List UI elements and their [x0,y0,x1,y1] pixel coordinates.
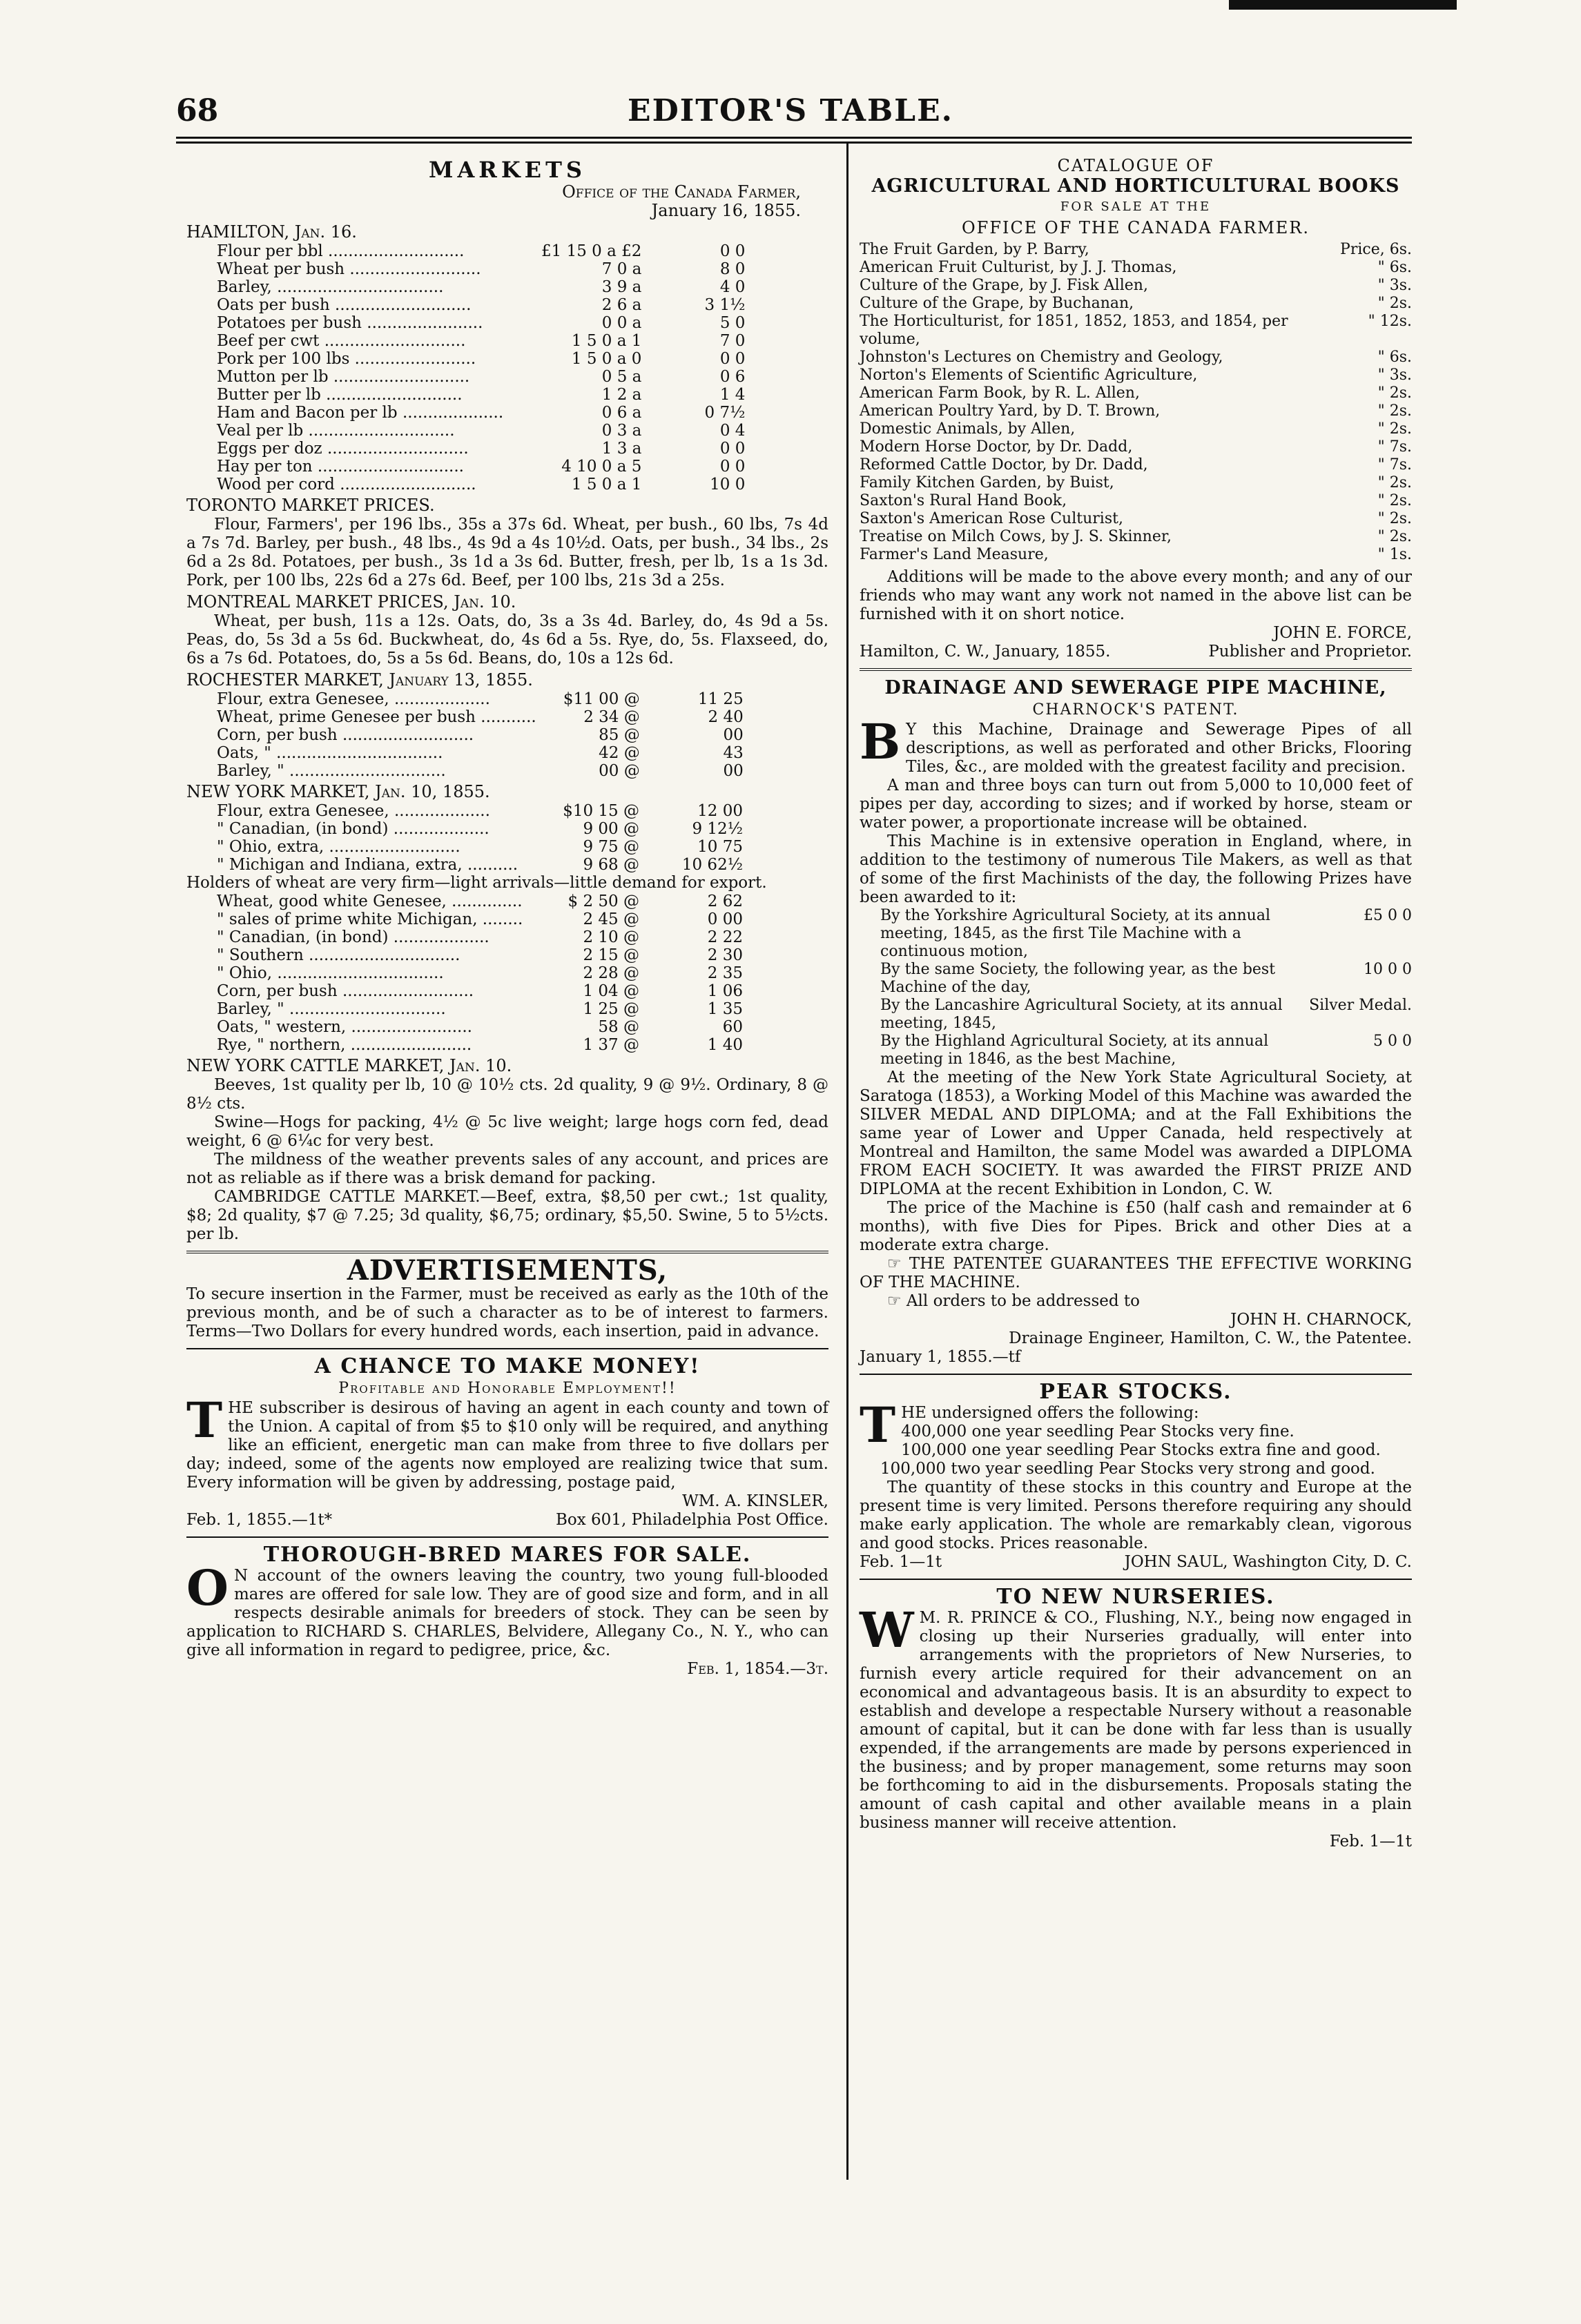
drainage-text-2: A man and three boys can turn out from 5,000 to 10,000 feet of pipes per day, according to sizes; and if worked by horse, steam or water power, a proportionate increase will be obtained. [860,777,1412,832]
price-row [214,892,746,910]
catalogue-item-title: The Fruit Garden, by P. Barry, [860,241,1089,258]
drainage-text-3: This Machine is in extensive operation in England, where, in addition to the testimony of numerous Tile Makers, as well as that of some of the first Machinists of the day, the following Prizes have been awarded to it: [860,832,1412,906]
price-low: 4 10 0 a 5 [561,458,642,476]
price-high: 1 40 [707,1036,743,1054]
catalogue-item [860,241,1412,259]
cattle-text-3: The mildness of the weather prevents sales of any account, and prices are not as reliable as if there was a brisk demand for packing. [186,1151,828,1187]
section-rule [186,1251,828,1253]
pear-intro: HE undersigned offers the following: [901,1404,1199,1422]
price-high: 8 0 [719,260,746,278]
price-high: 2 35 [707,964,743,982]
price-high: 00 [723,726,744,744]
price-low: 42 @ [599,744,640,762]
drainage-role: Drainage Engineer, Hamilton, C. W., the Patentee. [1009,1329,1412,1347]
catalogue-note: Additions will be made to the above every month; and any of our friends who may want any work not named in the above list can be furnished with it on short notice. [860,568,1412,623]
markets-office [186,183,828,220]
price-item: Flour per bbl ........................... [217,242,465,260]
price-item: Potatoes per bush ....................... [217,314,483,332]
price-low: 00 @ [599,762,640,780]
price-high: 0 0 [719,350,746,368]
price-high: 0 4 [719,422,746,440]
price-low: 2 45 @ [583,910,639,928]
price-row [214,1036,746,1054]
price-high: 10 75 [697,838,743,856]
price-row [214,278,748,296]
prize-item [880,961,1412,997]
price-item: Wheat per bush .......................... [217,260,481,278]
nurseries-text: M. R. PRINCE & CO., Flushing, N.Y., being now engaged in closing up their Nurseries gradually, will enter into arrangements with the proprietors of New Nurseries, to furnish every article required for their advancement on an economical and advantageous basis. It is an absurdity to expect to establish and develope a respectable Nursery without a reasonable amount of capital, but it can be done with far less than is usually expended, if the arrangements are made by persons experienced in the business; and by proper management, some returns may soon be forthcoming to aid in the disbursements. Proposals stating the amount of cash capital and other available means in a plain business manner will receive attention. [860,1609,1412,1832]
column-divider [846,144,848,2180]
toronto-text: Flour, Farmers', per 196 lbs., 35s a 37s 6d. Wheat, per bush., 60 lbs, 7s 4d a 7s 7d. Barley, per bush., 48 lbs., 4s 9d a 4s 10½d. Oats, per bush., 34 lbs., 2s 6d a 2s 8d. Potatoes, per bush., 3s 1d a 3s 6d. Butter, fresh, per lb, 1s a 1s 3d. Pork, per 100 lbs, 22s 6d a 27s 6d. Beef, per 100 lbs, 21s 3d a 25s. [186,516,828,589]
mares-title: THOROUGH-BRED MARES FOR SALE. [263,1543,752,1567]
mares-text: N account of the owners leaving the country, two young full-blooded mares are offered for sale low. They are of good size and form, and in all respects desirable animals for breeders of stock. They can be seen by application to RICHARD S. CHARLES, Belvidere, Allegany Co., N. Y., who can give all information in regard to pedigree, price, &c. [186,1567,828,1659]
price-high: 7 0 [719,332,746,350]
price-low: 2 10 @ [583,928,639,946]
page-number: 68 [176,93,219,128]
catalogue-item [860,295,1412,313]
hamilton-price-table [214,242,748,494]
catalogue-item-price: " 2s. [1377,420,1412,438]
pear-items [860,1423,1412,1478]
price-low: 0 3 a [601,422,642,440]
drainage-text-5: The price of the Machine is £50 (half cash and remainder at 6 months), with five Dies for Pipes. Brick and other Dies at a moderate extra charge. [860,1199,1412,1254]
price-row [214,982,746,1000]
price-low: 1 3 a [601,440,642,458]
catalogue-item-title: Saxton's Rural Hand Book, [860,492,1067,509]
price-item: Oats, " western, ........................ [217,1018,472,1036]
price-item: Oats, " ................................. [217,744,443,762]
catalogue-item [860,474,1412,492]
prize-item-title: By the Highland Agricultural Society, at its annual meeting in 1846, as the best Machine, [880,1033,1269,1068]
price-low: 85 @ [599,726,640,744]
dropcap: T [186,1392,223,1449]
pear-item: 100,000 two year seedling Pear Stocks very strong and good. [880,1460,1375,1478]
price-high: 2 22 [707,928,743,946]
price-item: Butter per lb ........................... [217,386,463,404]
price-high: 0 0 [719,242,746,260]
price-row [214,476,748,494]
price-high: 0 7½ [704,404,746,422]
price-row [214,404,748,422]
office-line-1: Office of the Canada Farmer, [562,182,801,202]
rule [860,1374,1412,1375]
price-item: Flour, extra Genesee, ................... [217,690,490,708]
advertisements-title: ADVERTISEMENTS, [347,1254,668,1287]
cattle-heading: NEW YORK CATTLE MARKET, Jan. 10. [186,1056,512,1075]
catalogue-date: Hamilton, C. W., January, 1855. [860,643,1111,661]
price-row [214,332,748,350]
price-item: Corn, per bush .......................... [217,982,474,1000]
catalogue-item-price: " 6s. [1377,349,1412,366]
price-row [214,422,748,440]
price-item: Pork per 100 lbs ........................ [217,350,476,368]
price-high: 10 62½ [681,856,743,874]
catalogue-item-price: " 12s. [1368,313,1412,330]
newyork-grain-table [214,892,746,1054]
catalogue-item [860,384,1412,402]
toronto-heading: TORONTO MARKET PRICES. [186,496,435,515]
catalogue-item-price: " 2s. [1377,492,1412,509]
catalogue-item-title: Farmer's Land Measure, [860,546,1049,563]
price-high: 2 62 [707,892,743,910]
price-item: Wheat, good white Genesee, .............. [217,892,523,910]
prize-item-title: By the Lancashire Agricultural Society, at its annual meeting, 1845, [880,997,1283,1032]
catalogue-item-price: " 6s. [1377,259,1412,276]
catalogue-item-title: Norton's Elements of Scientific Agriculture, [860,367,1198,384]
running-head: EDITOR'S TABLE. [628,93,953,128]
catalogue-item [860,420,1412,438]
price-high: 1 06 [707,982,743,1000]
price-row [214,910,746,928]
price-item: " Canadian, (in bond) ................... [217,820,489,838]
drainage-text-1: Y this Machine, Drainage and Sewerage Pipes of all descriptions, as well as perforated and other Bricks, Flooring Tiles, &c., are molded with the greatest facility and precision. [906,721,1412,776]
header-rule [176,137,1412,139]
catalogue-item-price: " 1s. [1377,546,1412,563]
catalogue-footer [860,643,1412,661]
price-high: 4 0 [719,278,746,296]
price-high: 0 6 [719,368,746,386]
price-item: Ham and Bacon per lb .................... [217,404,504,422]
price-item: Oats per bush ........................... [217,296,472,314]
price-row [214,726,746,744]
price-low: 2 15 @ [583,946,639,964]
price-item: Beef per cwt ............................ [217,332,466,350]
chance-footer [186,1511,828,1530]
price-high: 5 0 [719,314,746,332]
catalogue-item-price: Price, 6s. [1340,241,1412,258]
price-low: 2 28 @ [583,964,639,982]
price-item: Barley, ................................. [217,278,444,296]
cattle-text-1: Beeves, 1st quality per lb, 10 @ 10½ cts. 2d quality, 9 @ 9½. Ordinary, 8 @ 8½ cts. [186,1076,828,1113]
price-low: $11 00 @ [563,690,640,708]
catalogue-item [860,277,1412,295]
header-rule-2 [176,141,1412,144]
price-row [214,1018,746,1036]
prize-item-price: 10 0 0 [1364,961,1412,978]
price-row [214,296,748,314]
price-high: 2 30 [707,946,743,964]
price-low: 3 9 a [601,278,642,296]
price-item: Barley, " ............................... [217,762,446,780]
rochester-price-table [214,690,746,780]
mares-text-block [186,1559,828,1660]
price-row [214,838,746,856]
catalogue-item-title: Culture of the Grape, by J. Fisk Allen, [860,277,1148,294]
section-rule [860,668,1412,671]
catalogue-item-price: " 2s. [1377,295,1412,312]
price-item: " Canadian, (in bond) ................... [217,928,489,946]
pear-item: 400,000 one year seedling Pear Stocks very fine. [901,1423,1294,1441]
drainage-orders: ☞ All orders to be addressed to [887,1292,1141,1310]
pear-name: JOHN SAUL, Washington City, D. C. [1124,1553,1412,1571]
prize-item-price: Silver Medal. [1309,997,1412,1014]
catalogue-item-title: Treatise on Milch Cows, by J. S. Skinner, [860,528,1172,545]
price-row [214,1000,746,1018]
price-low: 2 34 @ [583,708,640,726]
drainage-name: JOHN H. CHARNOCK, [1230,1311,1412,1329]
price-high: 1 35 [707,1000,743,1018]
pear-date: Feb. 1—1t [860,1553,942,1571]
rochester-heading: ROCHESTER MARKET, January 13, 1855. [186,670,533,690]
price-item: Corn, per bush .......................... [217,726,474,744]
catalogue-item-price: " 2s. [1377,474,1412,491]
price-low: 0 6 a [601,404,642,422]
catalogue-item-price: " 3s. [1377,277,1412,294]
price-low: 1 5 0 a 1 [571,332,642,350]
prize-item [880,1033,1412,1068]
pear-footer [860,1553,1412,1572]
price-row [214,964,746,982]
price-row [214,690,746,708]
pear-item: 100,000 one year seedling Pear Stocks extra fine and good. [901,1441,1381,1459]
catalogue-item-title: American Fruit Culturist, by J. J. Thomas, [860,259,1177,276]
cattle-text-2: Swine—Hogs for packing, 4½ @ 5c live weight; large hogs corn fed, dead weight, 6 @ 6¼c for very best. [186,1113,828,1150]
catalogue-item-price: " 7s. [1377,456,1412,473]
price-row [214,928,746,946]
rule [186,1536,828,1538]
price-low: 9 00 @ [583,820,639,838]
price-item: Rye, " northern, ........................ [217,1036,472,1054]
price-low: 1 37 @ [583,1036,639,1054]
prizes-table [880,907,1412,1068]
price-row [214,762,746,780]
drainage-date: January 1, 1855.—tf [860,1348,1021,1366]
price-item: Hay per ton ............................. [217,458,464,476]
price-low: 1 25 @ [583,1000,639,1018]
catalogue-item-title: Saxton's American Rose Culturist, [860,510,1123,527]
price-item: Flour, extra Genesee, ................... [217,802,490,820]
catalogue-item-title: Family Kitchen Garden, by Buist, [860,474,1114,491]
price-low: 9 75 @ [583,838,639,856]
price-row [214,386,748,404]
price-low: 0 0 a [601,314,642,332]
catalogue-item [860,349,1412,367]
price-item: Veal per lb ............................. [217,422,455,440]
hamilton-heading: HAMILTON, Jan. 16. [186,222,357,242]
drainage-subtitle: CHARNOCK'S PATENT. [1032,701,1239,719]
price-low: 9 68 @ [583,856,639,874]
price-item: Wheat, prime Genesee per bush ........... [217,708,536,726]
nurseries-title: TO NEW NURSERIES. [996,1585,1275,1609]
chance-text: HE subscriber is desirous of having an agent in each county and town of the Union. A capital of from $5 to $10 only will be required, and anything like an efficient, energetic man can make from three to five dollars per day; indeed, some of the agents now employed are realizing twice that sum. Every information will be given by addressing, postage paid, [186,1399,828,1492]
price-high: 12 00 [697,802,743,820]
price-row [214,440,748,458]
mares-date: Feb. 1, 1854.—3t. [687,1660,828,1678]
price-row [214,708,746,726]
price-high: 3 1½ [704,296,746,314]
catalogue-line-4: OFFICE OF THE CANADA FARMER. [961,218,1310,237]
prize-item [880,907,1412,961]
pear-title: PEAR STOCKS. [1039,1380,1232,1404]
catalogue-item [860,456,1412,474]
catalogue-title: AGRICULTURAL AND HORTICULTURAL BOOKS [871,175,1400,197]
price-item: Mutton per lb ........................... [217,368,470,386]
catalogue-role: Publisher and Proprietor. [1208,643,1412,661]
cambridge-text: CAMBRIDGE CATTLE MARKET.—Beef, extra, $8,50 per cwt.; 1st quality, $8; 2d quality, $7 @ 7.25; 3d quality, $6,75; ordinary, $5,50. Swine, 5 to 5½cts. per lb. [186,1188,828,1243]
prize-item-title: By the same Society, the following year, as the best Machine of the day, [880,961,1276,996]
price-low: 1 04 @ [583,982,639,1000]
price-item: Barley, " ............................... [217,1000,446,1018]
prize-item-title: By the Yorkshire Agricultural Society, at its annual meeting, 1845, as the first Tile Machine with a continuous motion, [880,907,1270,960]
price-high: 0 0 [719,440,746,458]
price-item: Eggs per doz ............................ [217,440,469,458]
nurseries-date: Feb. 1—1t [1329,1833,1412,1851]
catalogue-item-price: " 7s. [1377,438,1412,456]
chance-address: Box 601, Philadelphia Post Office. [556,1511,828,1529]
price-high: 10 0 [710,476,746,494]
left-column [186,155,828,1679]
price-high: 60 [722,1018,743,1036]
dropcap: O [186,1559,229,1617]
price-high: 0 0 [719,458,746,476]
price-low: £1 15 0 a £2 [541,242,642,260]
chance-title: A CHANCE TO MAKE MONEY! [314,1354,701,1378]
price-low: 1 2 a [601,386,642,404]
chance-name: WM. A. KINSLER, [682,1492,828,1510]
dropcap: B [860,713,901,770]
catalogue-table [860,241,1412,564]
catalogue-item [860,492,1412,510]
catalogue-item [860,402,1412,420]
drainage-text-block [860,713,1412,777]
page-header [0,0,1581,138]
price-item: " Southern .............................. [217,946,460,964]
price-high: 1 4 [719,386,746,404]
price-low: 58 @ [598,1018,639,1036]
price-row [214,242,748,260]
price-row [214,946,746,964]
catalogue-item-title: Reformed Cattle Doctor, by Dr. Dadd, [860,456,1148,473]
catalogue-item-price: " 2s. [1377,402,1412,420]
dropcap: T [860,1396,896,1454]
price-high: 00 [723,762,744,780]
catalogue-line-3: FOR SALE AT THE [1060,199,1212,214]
price-row [214,260,748,278]
drainage-text-4: At the meeting of the New York State Agricultural Society, at Saratoga (1853), a Working Model of this Machine was awarded the SILVER MEDAL AND DIPLOMA; and at the Fall Exhibitions the same year of Lower and Upper Canada, held respectively at Montreal and Hamilton, the same Model was awarded a DIPLOMA FROM EACH SOCIETY. It was awarded the FIRST PRIZE AND DIPLOMA at the recent Exhibition in London, C. W. [860,1068,1412,1198]
catalogue-item [860,510,1412,528]
dropcap: W [860,1601,914,1659]
prize-item-price: 5 0 0 [1373,1033,1412,1050]
price-low: 1 5 0 a 1 [571,476,642,494]
prize-item [880,997,1412,1033]
catalogue-line-1: CATALOGUE OF [1057,156,1214,175]
nurseries-text-block [860,1601,1412,1833]
advertisements-text: To secure insertion in the Farmer, must be received as early as the 10th of the previous month, and be of such a character as to be of interest to farmers. Terms—Two Dollars for every hundred words, each insertion, paid in advance. [186,1285,828,1340]
chance-date: Feb. 1, 1855.—1t* [186,1511,333,1529]
chance-subtitle: Profitable and Honorable Employment!! [338,1380,677,1397]
catalogue-item-price: " 2s. [1377,510,1412,527]
right-column [860,155,1412,1851]
newyork-heading: NEW YORK MARKET, Jan. 10, 1855. [186,782,490,801]
newyork-note: Holders of wheat are very firm—light arrivals—little demand for export. [186,874,767,892]
price-high: 11 25 [697,690,744,708]
price-low: $10 15 @ [563,802,639,820]
newyork-price-table [214,802,746,874]
price-item: " Ohio, extra, .......................... [217,838,460,856]
catalogue-item [860,528,1412,546]
price-high: 9 12½ [692,820,743,838]
catalogue-item-title: American Poultry Yard, by D. T. Brown, [860,402,1161,420]
price-row [214,820,746,838]
drainage-title: DRAINAGE AND SEWERAGE PIPE MACHINE, [884,677,1387,699]
catalogue-item-title: The Horticulturist, for 1851, 1852, 1853, and 1854, per volume, [860,313,1288,348]
price-row [214,458,748,476]
catalogue-item [860,313,1412,349]
price-item: " Michigan and Indiana, extra, .......... [217,856,518,874]
catalogue-item-title: Johnston's Lectures on Chemistry and Geology, [860,349,1223,366]
catalogue-item [860,259,1412,277]
catalogue-item-title: American Farm Book, by R. L. Allen, [860,384,1140,402]
catalogue-item-title: Modern Horse Doctor, by Dr. Dadd, [860,438,1133,456]
catalogue-item-price: " 3s. [1377,367,1412,384]
price-low: 7 0 a [601,260,642,278]
top-edge-bar [1229,0,1457,10]
rule [860,1579,1412,1580]
chance-text-block [186,1392,828,1492]
catalogue-item-title: Culture of the Grape, by Buchanan, [860,295,1134,312]
montreal-heading: MONTREAL MARKET PRICES, Jan. 10. [186,592,516,612]
price-row [214,856,746,874]
catalogue-item [860,438,1412,456]
price-row [214,314,748,332]
catalogue-item [860,367,1412,384]
price-row [214,802,746,820]
price-row [214,744,746,762]
catalogue-item-price: " 2s. [1377,528,1412,545]
price-item: " sales of prime white Michigan, ........ [217,910,523,928]
markets-title: MARKETS [429,157,586,183]
price-low: 1 5 0 a 0 [571,350,642,368]
price-item: " Ohio, ................................. [217,964,444,982]
price-high: 43 [723,744,744,762]
montreal-text: Wheat, per bush, 11s a 12s. Oats, do, 3s a 3s 4d. Barley, do, 4s 9d a 5s. Peas, do, 5s 3d a 5s 6d. Buckwheat, do, 4s 6d a 5s. Rye, do, 5s. Flaxseed, do, 6s a 7s 6d. Potatoes, do, 5s a 5s 6d. Beans, do, 10s a 12s 6d. [186,612,828,667]
price-row [214,368,748,386]
price-row [214,350,748,368]
catalogue-item [860,546,1412,564]
price-high: 2 40 [708,708,744,726]
catalogue-name: JOHN E. FORCE, [1273,624,1412,642]
office-line-2: January 16, 1855. [651,201,801,220]
price-low: 2 6 a [601,296,642,314]
pear-text: The quantity of these stocks in this country and Europe at the present time is very limited. Persons therefore requiring any should make early application. The whole are remarkably clean, vigorous and good stocks. Prices reasonable. [860,1478,1412,1552]
catalogue-item-title: Domestic Animals, by Allen, [860,420,1076,438]
drainage-guarantee: ☞ THE PATENTEE GUARANTEES THE EFFECTIVE WORKING OF THE MACHINE. [860,1255,1412,1291]
price-item: Wood per cord ........................... [217,476,476,494]
price-high: 0 00 [707,910,743,928]
price-low: $ 2 50 @ [568,892,639,910]
catalogue-item-price: " 2s. [1377,384,1412,402]
prize-item-price: £5 0 0 [1364,907,1412,924]
price-low: 0 5 a [601,368,642,386]
rule [186,1348,828,1349]
